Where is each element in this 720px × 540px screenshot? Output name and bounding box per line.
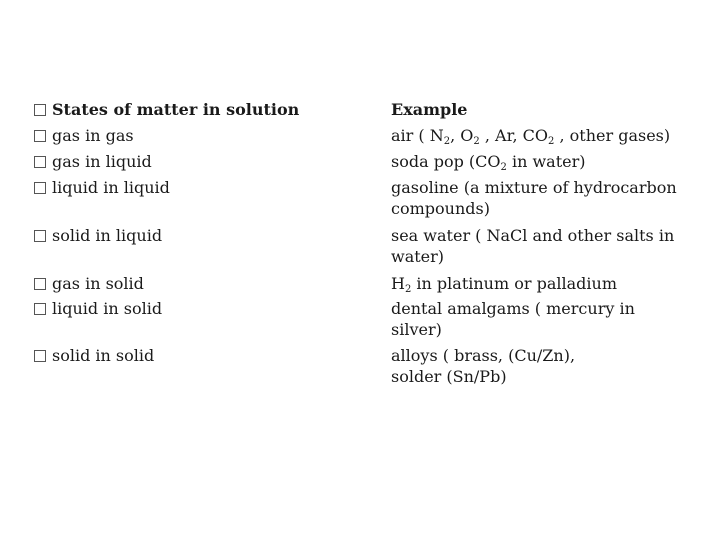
header-states: States of matter in solution <box>52 100 300 119</box>
example-text: gasoline (a mixture of hydrocarbon compounds) <box>391 178 677 218</box>
list-item <box>34 125 364 146</box>
example-text: alloys ( brass, (Cu/Zn), solder (Sn/Pb) <box>391 346 576 386</box>
state-label: liquid in liquid <box>52 178 170 197</box>
checkbox-bullet-icon <box>34 278 46 290</box>
list-item <box>34 99 364 120</box>
list-item <box>34 298 364 319</box>
example-text: $H_2$ in platinum or palladium <box>391 274 617 295</box>
checkbox-bullet-icon <box>34 303 46 315</box>
state-label: solid in liquid <box>52 226 163 245</box>
example-text: air ( $N_2$, $O_2$ , Ar, $CO_2$ , other gases) <box>391 126 671 147</box>
state-label: liquid in solid <box>52 299 163 318</box>
state-label: gas in liquid <box>52 152 152 171</box>
list-item <box>34 177 364 198</box>
example-text: sea water ( NaCl and other salts in water) <box>391 226 675 266</box>
checkbox-bullet-icon <box>34 182 46 194</box>
checkbox-bullet-icon <box>34 104 46 116</box>
header-example: Example <box>391 100 468 119</box>
checkbox-bullet-icon <box>34 230 46 242</box>
example-text: dental amalgams ( mercury in silver) <box>391 299 635 339</box>
list-item <box>34 345 364 366</box>
state-label: solid in solid <box>52 346 155 365</box>
list-item <box>34 225 364 246</box>
list-item <box>34 273 364 294</box>
state-label: gas in solid <box>52 274 144 293</box>
list-item <box>34 151 364 172</box>
example-text: soda pop ($CO_2$ in water) <box>391 152 586 173</box>
checkbox-bullet-icon <box>34 156 46 168</box>
state-label: gas in gas <box>52 126 134 145</box>
checkbox-bullet-icon <box>34 130 46 142</box>
checkbox-bullet-icon <box>34 350 46 362</box>
